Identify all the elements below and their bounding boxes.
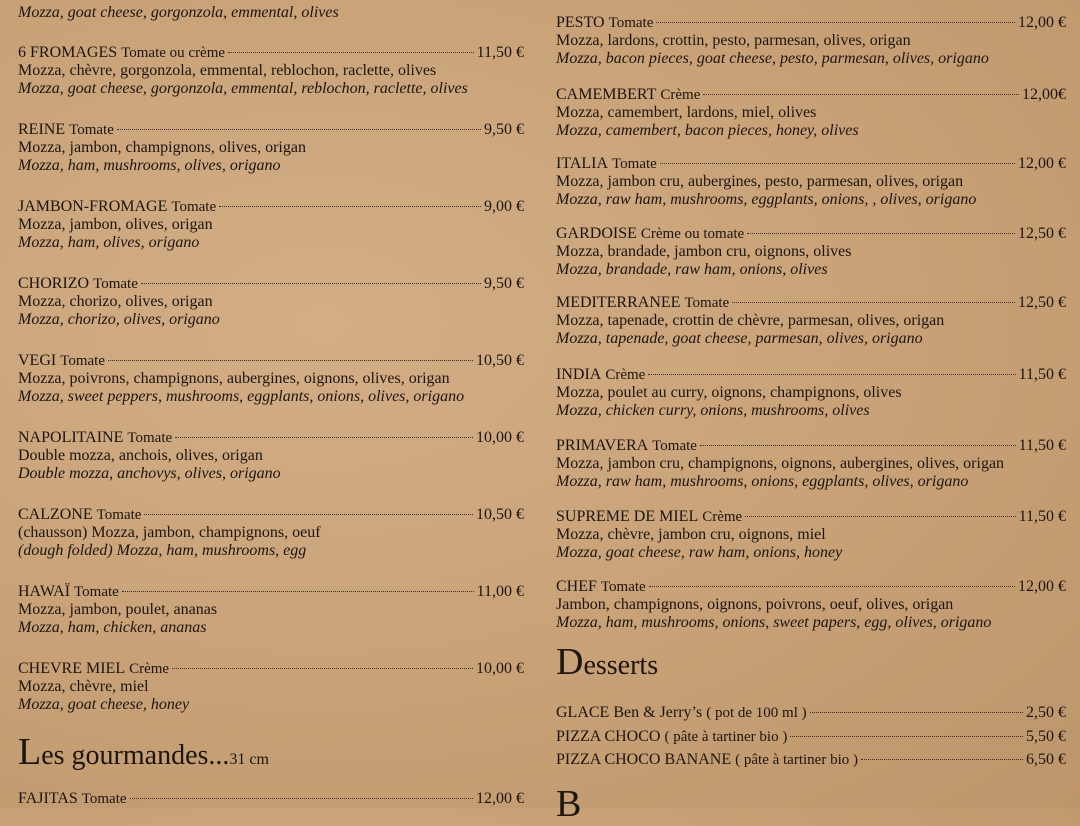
item-english: Mozza, goat cheese, gorgonzola, emmental, reblochon, raclette, olives xyxy=(18,80,468,97)
item-name: HAWAÏ xyxy=(18,583,71,600)
menu-item-chevre-miel xyxy=(18,660,524,714)
menu-item-jambon-fromage xyxy=(18,198,524,252)
item-english: Mozza, ham, chicken, ananas xyxy=(18,619,207,636)
item-name: SUPREME DE MIEL xyxy=(556,508,699,525)
item-base: Tomate xyxy=(684,295,730,311)
item-french: Double mozza, anchois, olives, origan xyxy=(18,447,263,464)
menu-item-chorizo xyxy=(18,275,524,329)
item-header xyxy=(556,437,1066,455)
item-name: PESTO xyxy=(556,14,605,31)
dessert-name: PIZZA CHOCO xyxy=(556,728,661,745)
partial-menu-item xyxy=(18,4,524,22)
section-title-gourmandes xyxy=(18,730,269,774)
section-title-rest: es gourmandes... xyxy=(41,740,230,771)
item-price: 11,50 € xyxy=(1018,508,1066,525)
dessert-item xyxy=(556,704,1066,722)
item-english: Mozza, raw ham, mushrooms, eggplants, onions, , olives, origano xyxy=(556,191,977,208)
item-header xyxy=(556,225,1066,243)
dessert-detail: ( pot de 100 ml ) xyxy=(706,705,807,721)
item-header xyxy=(18,660,524,678)
item-french: Mozza, brandade, jambon cru, oignons, olives xyxy=(556,243,852,260)
item-price: 12,50 € xyxy=(1018,294,1066,311)
item-french: Mozza, jambon, olives, origan xyxy=(18,216,213,233)
leader-dots xyxy=(108,360,473,361)
dessert-price: 5,50 € xyxy=(1026,728,1066,745)
dessert-detail: ( pâte à tartiner bio ) xyxy=(664,729,788,745)
item-english: Mozza, goat cheese, honey xyxy=(18,696,190,713)
menu-item-pesto xyxy=(556,14,1066,68)
dessert-name: PIZZA CHOCO BANANE xyxy=(556,751,732,768)
item-english: Mozza, chorizo, olives, origano xyxy=(18,311,220,328)
item-name: CALZONE xyxy=(18,506,93,523)
item-header xyxy=(18,275,524,293)
item-header xyxy=(18,198,524,216)
item-english: Mozza, sweet peppers, mushrooms, eggplants, onions, olives, origano xyxy=(18,388,465,405)
item-base: Tomate xyxy=(127,430,173,446)
item-base: Tomate xyxy=(600,579,646,595)
item-base: Tomate xyxy=(74,584,119,600)
leader-dots xyxy=(141,283,481,284)
leader-dots xyxy=(648,374,1015,375)
menu-item-italia xyxy=(556,155,1066,209)
item-price: 9,50 € xyxy=(484,275,524,292)
item-english: Mozza, tapenade, goat cheese, parmesan, olives, origano xyxy=(556,330,923,347)
item-french: Mozza, tapenade, crottin de chèvre, parmesan, olives, origan xyxy=(556,312,945,329)
item-header xyxy=(18,583,524,601)
menu-item-gardoise xyxy=(556,225,1066,279)
menu-item-india xyxy=(556,366,1066,420)
item-french: Mozza, jambon cru, aubergines, pesto, parmesan, olives, origan xyxy=(556,173,964,190)
item-name: INDIA xyxy=(556,366,602,383)
leader-dots xyxy=(219,206,481,207)
item-french: (chausson) Mozza, jambon, champignons, oeuf xyxy=(18,524,321,541)
item-base: Crème ou tomate xyxy=(640,226,745,242)
menu-item-chef xyxy=(556,578,1066,632)
dessert-price: 2,50 € xyxy=(1026,704,1066,721)
item-name: CHEVRE MIEL xyxy=(18,660,126,677)
leader-dots xyxy=(745,516,1015,517)
menu-item-mediterranee xyxy=(556,294,1066,348)
leader-dots xyxy=(810,712,1023,713)
leader-dots xyxy=(122,591,474,592)
item-price: 9,00 € xyxy=(484,198,524,215)
section-initial: L xyxy=(18,731,42,773)
item-price: 12,00 € xyxy=(1018,155,1066,172)
leader-dots xyxy=(175,437,473,438)
item-name: CHORIZO xyxy=(18,275,90,292)
item-english: Double mozza, anchovys, olives, origano xyxy=(18,465,281,482)
menu-item-supreme-de-miel xyxy=(556,508,1066,562)
item-french: Jambon, champignons, oignons, poivrons, oeuf, olives, origan xyxy=(556,596,954,613)
item-base: Crème xyxy=(702,509,743,525)
item-name: GARDOISE xyxy=(556,225,637,242)
item-price: 12,00 € xyxy=(476,790,524,807)
item-header xyxy=(18,121,524,139)
item-french: Mozza, chèvre, miel xyxy=(18,678,149,695)
item-header xyxy=(556,86,1066,104)
item-english: Mozza, ham, olives, origano xyxy=(18,234,200,251)
item-header xyxy=(18,790,524,808)
dessert-price: 6,50 € xyxy=(1026,751,1066,768)
item-base: Crème xyxy=(129,661,170,677)
item-price: 12,00 € xyxy=(1018,578,1066,595)
item-name: NAPOLITAINE xyxy=(18,429,124,446)
item-base: Tomate ou crème xyxy=(121,45,226,61)
leader-dots xyxy=(656,22,1015,23)
leader-dots xyxy=(228,52,474,53)
item-english: Mozza, goat cheese, raw ham, onions, honey xyxy=(556,544,843,561)
menu-item-reine xyxy=(18,121,524,175)
item-price: 12,00€ xyxy=(1022,86,1066,103)
item-name: MEDITERRANEE xyxy=(556,294,681,311)
item-english: Mozza, bacon pieces, goat cheese, pesto, parmesan, olives, origano xyxy=(556,50,989,67)
item-french: Mozza, poulet au curry, oignons, champignons, olives xyxy=(556,384,902,401)
section-title-desserts xyxy=(556,640,658,684)
item-french: Mozza, lardons, crottin, pesto, parmesan, olives, origan xyxy=(556,32,911,49)
item-english: Mozza, ham, mushrooms, olives, origano xyxy=(18,157,281,174)
item-base: Crème xyxy=(660,87,701,103)
leader-dots xyxy=(649,586,1015,587)
item-name: FAJITAS xyxy=(18,790,78,807)
item-base: Tomate xyxy=(81,791,127,807)
leader-dots xyxy=(732,302,1015,303)
item-base: Tomate xyxy=(608,15,654,31)
menu-item-6-fromages xyxy=(18,44,524,98)
item-header xyxy=(18,506,524,524)
item-english: Mozza, ham, mushrooms, onions, sweet papers, egg, olives, origano xyxy=(556,614,992,631)
item-base: Tomate xyxy=(93,276,138,292)
item-french: Mozza, chèvre, gorgonzola, emmental, reblochon, raclette, olives xyxy=(18,62,437,79)
item-price: 10,00 € xyxy=(476,660,524,677)
item-name: REINE xyxy=(18,121,66,138)
item-english: Mozza, chicken curry, onions, mushrooms, olives xyxy=(556,402,870,419)
item-header xyxy=(556,508,1066,526)
item-name: CAMEMBERT xyxy=(556,86,657,103)
item-header xyxy=(556,14,1066,32)
dessert-item xyxy=(556,728,1066,746)
item-header xyxy=(18,44,524,62)
item-name: ITALIA xyxy=(556,155,609,172)
menu-item-vegi xyxy=(18,352,524,406)
item-french: Mozza, chèvre, jambon cru, oignons, miel xyxy=(556,526,826,543)
item-base: Tomate xyxy=(96,507,142,523)
item-price: 11,50 € xyxy=(1018,437,1066,454)
menu-item-fajitas xyxy=(18,790,524,808)
item-base: Tomate xyxy=(652,438,697,454)
item-english: Mozza, raw ham, mushrooms, onions, eggplants, olives, origano xyxy=(556,473,969,490)
menu-item-camembert xyxy=(556,86,1066,140)
item-english: Mozza, goat cheese, gorgonzola, emmental, olives xyxy=(18,4,339,21)
item-base: Crème xyxy=(605,367,646,383)
item-french: Mozza, jambon, champignons, olives, origan xyxy=(18,139,306,156)
item-header xyxy=(556,578,1066,596)
section-title-partial xyxy=(556,782,581,826)
item-header xyxy=(18,352,524,370)
item-price: 10,50 € xyxy=(476,352,524,369)
item-name: CHEF xyxy=(556,578,597,595)
item-base: Tomate xyxy=(612,156,657,172)
item-base: Tomate xyxy=(171,199,217,215)
item-english: Mozza, brandade, raw ham, onions, olives xyxy=(556,261,828,278)
item-header xyxy=(18,429,524,447)
item-price: 11,50 € xyxy=(476,44,524,61)
dessert-name: GLACE Ben & Jerry’s xyxy=(556,704,703,721)
item-french: Mozza, camembert, lardons, miel, olives xyxy=(556,104,817,121)
item-french: Mozza, poivrons, champignons, aubergines, oignons, olives, origan xyxy=(18,370,450,387)
leader-dots xyxy=(144,514,473,515)
item-price: 12,00 € xyxy=(1018,14,1066,31)
section-initial: D xyxy=(556,641,584,683)
menu-item-hawai xyxy=(18,583,524,637)
leader-dots xyxy=(700,445,1016,446)
item-base: Tomate xyxy=(69,122,114,138)
menu-item-napolitaine xyxy=(18,429,524,483)
item-name: PRIMAVERA xyxy=(556,437,649,454)
leader-dots xyxy=(790,736,1023,737)
menu-item-calzone xyxy=(18,506,524,560)
section-initial: B xyxy=(556,783,582,825)
item-name: 6 FROMAGES xyxy=(18,44,118,61)
item-price: 12,50 € xyxy=(1018,225,1066,242)
leader-dots xyxy=(172,668,473,669)
leader-dots xyxy=(130,798,473,799)
leader-dots xyxy=(703,94,1019,95)
item-price: 11,00 € xyxy=(476,583,524,600)
item-base: Tomate xyxy=(60,353,105,369)
item-price: 9,50 € xyxy=(484,121,524,138)
item-french: Mozza, jambon, poulet, ananas xyxy=(18,601,218,618)
dessert-detail: ( pâte à tartiner bio ) xyxy=(735,752,858,768)
section-size: 31 cm xyxy=(229,751,269,768)
dessert-item xyxy=(556,751,1066,769)
leader-dots xyxy=(747,233,1015,234)
item-french: Mozza, jambon cru, champignons, oignons, aubergines, olives, origan xyxy=(556,455,1005,472)
item-price: 11,50 € xyxy=(1018,366,1066,383)
item-header xyxy=(556,294,1066,312)
item-price: 10,50 € xyxy=(476,506,524,523)
item-name: JAMBON-FROMAGE xyxy=(18,198,168,215)
menu-item-primavera xyxy=(556,437,1066,491)
leader-dots xyxy=(117,129,481,130)
item-english: Mozza, camembert, bacon pieces, honey, olives xyxy=(556,122,859,139)
item-header xyxy=(556,366,1066,384)
section-title-rest: esserts xyxy=(583,650,659,681)
leader-dots xyxy=(861,759,1023,760)
item-header xyxy=(556,155,1066,173)
item-name: VEGI xyxy=(18,352,57,369)
leader-dots xyxy=(660,163,1015,164)
item-price: 10,00 € xyxy=(476,429,524,446)
item-english: (dough folded) Mozza, ham, mushrooms, egg xyxy=(18,542,307,559)
item-french: Mozza, chorizo, olives, origan xyxy=(18,293,213,310)
